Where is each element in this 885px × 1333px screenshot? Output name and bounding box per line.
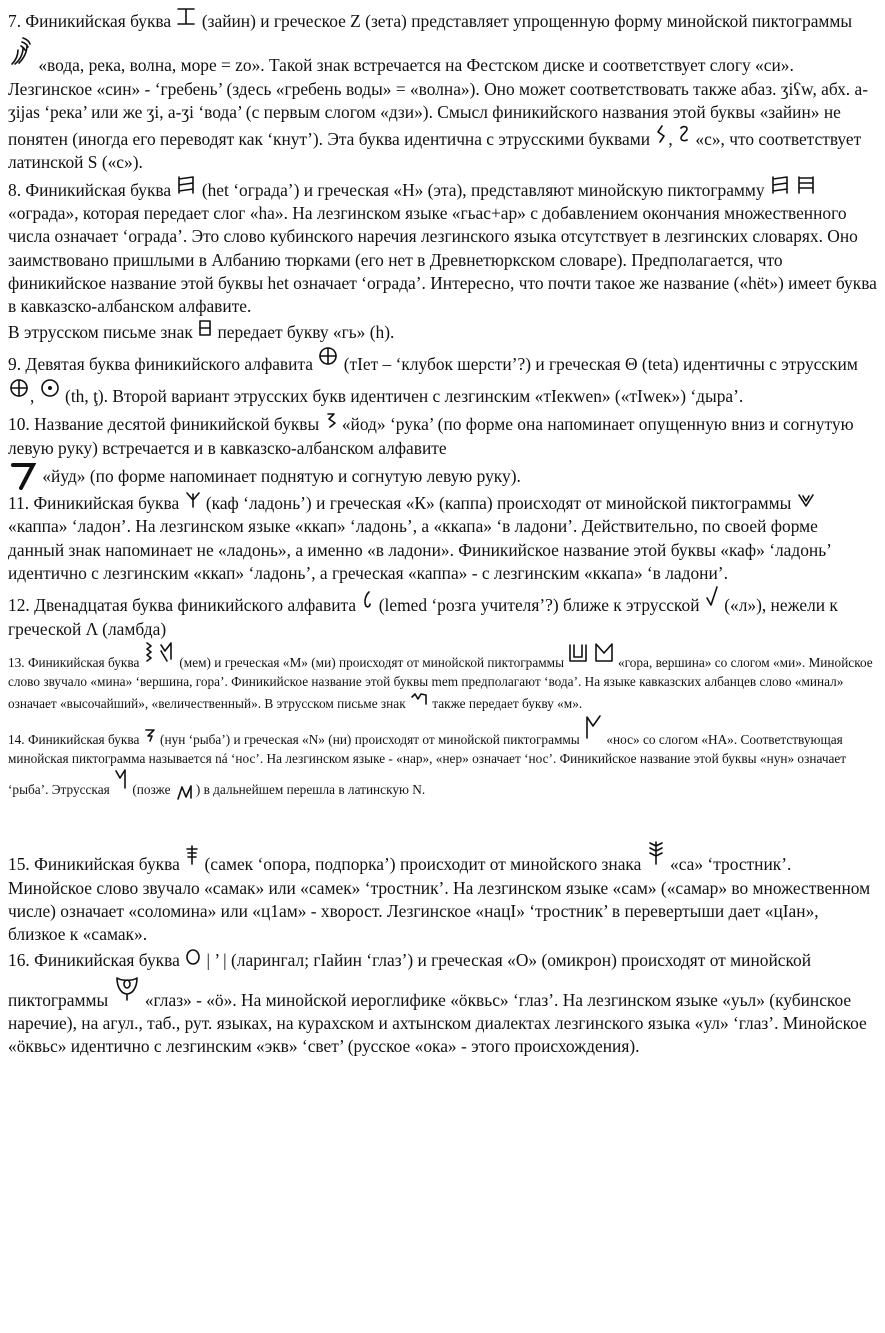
paragraph bbox=[8, 175, 878, 319]
circle-dot-icon bbox=[40, 376, 60, 398]
paragraph-text: также передает букву «м». bbox=[428, 696, 583, 712]
paragraph-text: 15. Финикийская буква bbox=[8, 854, 185, 875]
nose-pictogram-icon bbox=[584, 714, 602, 740]
paragraph-text bbox=[791, 180, 795, 200]
ayin-glyph-icon bbox=[185, 947, 201, 965]
etruscan-s-icon bbox=[655, 124, 667, 144]
paragraph-text: 8. Финикийская буква bbox=[8, 179, 176, 200]
paragraph-text: 13. Финикийская буква bbox=[8, 654, 143, 670]
paragraph bbox=[8, 460, 878, 490]
paragraph bbox=[8, 840, 878, 946]
paragraph-text: «йод» ‘рука’ (по форме она напоминает опущенную вниз и согнутую левую руку) встречается и в кавказско-албанском алфавите bbox=[8, 414, 854, 458]
mountain2-pictogram-icon bbox=[594, 641, 614, 663]
wave-pictogram-icon bbox=[9, 33, 33, 67]
paragraph bbox=[8, 344, 878, 409]
paragraph bbox=[8, 411, 878, 460]
paragraph-text: (позже bbox=[129, 782, 174, 798]
eye-pictogram-icon bbox=[114, 972, 140, 1002]
mem-zigzag-icon bbox=[144, 641, 154, 663]
lamed-glyph-icon bbox=[361, 590, 373, 610]
etruscan-h-icon bbox=[198, 319, 212, 337]
paragraph bbox=[8, 490, 878, 585]
etruscan-l-icon bbox=[705, 585, 719, 607]
paragraph bbox=[8, 585, 878, 641]
paragraph-text: | ’ | (ларингал; гIайин ‘глаз’) и греческая «О» (омикрон) происходят от минойской пиктограммы bbox=[8, 949, 812, 1010]
paragraph-text: (зайин) и греческое Z (зета) представляет упрощенную форму bbox=[197, 11, 667, 31]
paragraph-text: передает букву «гь» (h). bbox=[213, 321, 395, 342]
document-page bbox=[8, 6, 878, 1059]
teth-glyph-icon bbox=[9, 376, 29, 398]
later-n-icon bbox=[175, 782, 195, 802]
paragraph-spacer bbox=[8, 802, 878, 840]
paragraph-text: «с», что соответствует латинской S («с»). bbox=[8, 129, 862, 173]
paragraph bbox=[8, 319, 878, 344]
paragraph-text: (нун ‘рыба’) и греческая «N» (ни) происходят от минойской пиктограммы bbox=[156, 731, 584, 747]
yod-glyph-icon bbox=[325, 411, 337, 429]
paragraph-text: 16. Финикийская буква bbox=[8, 949, 185, 970]
paragraph-text: минойской пиктограммы bbox=[666, 11, 853, 31]
paragraph-text: (lemed ‘розга учителя’?) ближе к этрусской bbox=[374, 595, 704, 616]
paragraph-text: «каппа» ‘ладон’. На лезгинском языке «ккап» ‘ладонь’, а «ккапа» ‘в ладони’. Действительно, по своей форме данный знак напоминает не «ладонь», а именно «в ладони». Финикийское название этой буквы «каф» ‘ладонь’ идентично с лезгинским «ккап» ‘ладонь’, а греческая «каппа» - с лезгинским «ккапа» ‘в ладони’. bbox=[8, 516, 831, 583]
paragraph-text: («л»), нежели к греческой Λ (ламбда) bbox=[8, 595, 838, 639]
paragraph bbox=[8, 947, 878, 1059]
paragraph-text: «йуд» (по форме напоминает поднятую и согнутую левую руку). bbox=[38, 466, 521, 487]
teth-glyph-icon bbox=[318, 344, 338, 366]
paragraph-text: 14. Финикийская буква bbox=[8, 731, 143, 747]
het-glyph-icon bbox=[176, 175, 196, 195]
het-glyph-icon bbox=[770, 175, 790, 195]
paragraph bbox=[8, 6, 878, 175]
paragraph-text bbox=[589, 655, 592, 670]
paragraph bbox=[8, 641, 878, 714]
paragraph-text: 7. Финикийская буква bbox=[8, 11, 176, 31]
paragraph-text: (мем) и греческая «М» (ми) происходят от минойской пиктограммы bbox=[176, 654, 568, 670]
paragraph-text: В этрусском письме знак bbox=[8, 321, 198, 342]
paragraph-text: «са» ‘тростник’. Минойское слово звучало «самак» или «самек» ‘тростник’. На лезгинском языке «сам» («самар» во множественном числе) означает «соломина» или «ц1ам» - хворост. Лезгинское «нацI» ‘тростник’ в перевертыши дает «цIан», близкое к «самак». bbox=[8, 854, 871, 945]
mem-glyph-icon bbox=[159, 641, 175, 663]
reed-pictogram-icon bbox=[647, 840, 665, 866]
paragraph-text: , bbox=[30, 386, 39, 407]
paragraph-text: «нос» со слогом «НА». Соответствующая минойская пиктограмма называется ná ‘нос’. На лезгинском языке - «нар», «нер» означает ‘нос’. Финикийское название этой буквы «нун» означает ‘рыба’. Этрусская bbox=[8, 731, 847, 798]
kaf-glyph-icon bbox=[185, 490, 201, 508]
paragraph-text: (het ‘ограда’) и греческая «Н» (эта), представляют минойскую пиктограмму bbox=[197, 179, 769, 200]
paragraph-text: «гора, вершина» со слогом «ми». Минойское слово звучало «мина» ‘вершина, гора’. Финикийское название этой буквы mem предполагают ‘вода’. На языке кавказских албанцев слово «минал» означает «высочайший», «величественный». В этрусском письме знак bbox=[8, 654, 873, 712]
paragraph-text: (тIет – ‘клубок шерсти’?) и греческая Θ (teta) идентичны с этрусским bbox=[339, 353, 858, 374]
paragraph-text: «глаз» - «ö». На минойской иероглифике «öквьс» ‘глаз’. На лезгинском языке «уьл» (кубинское наречие), на агул., таб., рут. языках, на курахском и ахтынском диалектах лезгинского языка «ул» ‘глаз’. Минойское «öквьс» идентично с лезгинским «экв» ‘свет’ (русское «ока» - этого происхождения). bbox=[8, 989, 867, 1057]
albanian-yud-icon bbox=[9, 460, 37, 490]
zayin-glyph-icon bbox=[176, 6, 196, 26]
paragraph-text bbox=[155, 655, 158, 670]
paragraph-text: , bbox=[668, 129, 678, 150]
paragraph-text: «ограда», которая передает слог «ha». На лезгинском языке «гьас+ар» с добавлением окончания множественного числа означает ‘ограда’. Это слово кубинского наречия лезгинского языка отсутствует в лезгинских словарях. Оно заимствовано пришлыми в Албанию тюрками (его нет в Древнетюркском словаре). Предполагается, что финикийское название этой буквы het означает ‘ограда’. Интересно, что почти такое же название («hёt») имеет буква в кавказско-албанском алфавите. bbox=[8, 203, 877, 317]
paragraph-text: ) в дальнейшем перешла в латинскую N. bbox=[195, 782, 426, 798]
mountain-pictogram-icon bbox=[568, 641, 588, 663]
etruscan-s2-icon bbox=[678, 124, 690, 144]
paragraph-text: «вода, река, волна, море = zo». Такой знак встречается на Фестском диске и соответствует слогу «си». Лезгинское «син» - ‘гребень’ (здесь «гребень воды» = «волна»). Оно может соответствовать также абаз. ʒiʕw, абх. а-ʒijas ‘река’ или же ʒi, а-ʒi ‘вода’ (с первым слогом «дзи»). Смысл финикийского названия этой буквы «зайин» не понятен (иногда его переводят как ‘кнут’). Эта буква идентична с этрусскими буквами bbox=[8, 55, 868, 150]
palm-pictogram-icon bbox=[797, 492, 815, 508]
paragraph-text: (каф ‘ладонь’) и греческая «К» (каппа) происходят от минойской пиктограммы bbox=[201, 493, 796, 514]
nun-glyph-icon bbox=[144, 727, 156, 743]
fence-pictogram-icon bbox=[796, 175, 816, 195]
paragraph-text: 10. Название десятой финикийской буквы bbox=[8, 414, 324, 435]
paragraph bbox=[8, 714, 878, 803]
etruscan-m-icon bbox=[410, 691, 428, 707]
paragraph-text: 11. Финикийская буква bbox=[8, 493, 184, 514]
etruscan-n-icon bbox=[114, 768, 128, 790]
paragraph-text: (самек ‘опора, подпорка’) происходит от минойского знака bbox=[200, 854, 646, 875]
paragraph-text: 12. Двенадцатая буква финикийского алфавита bbox=[8, 595, 361, 616]
samekh-glyph-icon bbox=[185, 844, 199, 866]
paragraph-text: (th, ţ). Второй вариант этрусских букв идентичен с лезгинским «тIекwen» («тIweк») ‘дыра’. bbox=[60, 386, 744, 407]
paragraph-text: 9. Девятая буква финикийского алфавита bbox=[8, 353, 318, 374]
